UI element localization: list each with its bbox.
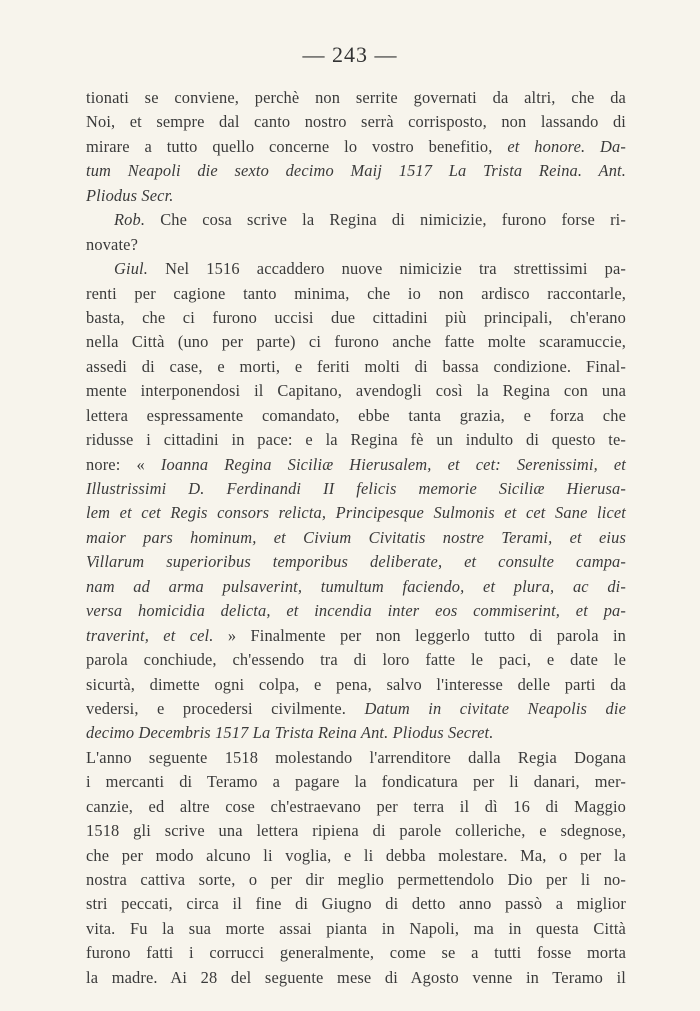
text-segment: L'anno seguente 1518 molestando l'arrenditore dalla Regia Dogana [86,747,626,767]
italic-text: Giul. [114,259,148,279]
text-line [86,599,626,623]
italic-text: et honore. Da- [507,136,626,156]
italic-text: versa homicidia delicta, et incendia inter eos commiserint, et pa- [86,601,626,621]
text-line [86,892,626,916]
text-segment: lettera espressamente comandato, ebbe tanta grazia, e forza che [86,405,626,425]
text-line [86,501,626,525]
text-line [86,697,626,721]
text-line [86,208,626,232]
text-line [86,86,626,110]
text-segment: nore: « [86,454,161,474]
text-segment: » Finalmente per non leggerlo tutto di parola in [213,625,626,645]
text-line [86,550,626,574]
text-line [86,404,626,428]
text-segment: novate? [86,234,139,254]
text-line [86,673,626,697]
italic-text: Illustrissimi D. Ferdinandi II felicis memorie Siciliæ Hierusa- [86,479,626,498]
text-line [86,233,626,257]
italic-text: Datum in civitate Neapolis die [364,698,626,718]
text-line [86,355,626,379]
text-segment: nella Città (uno per parte) ci furono anche fatte molte scaramuccie, [86,332,626,352]
text-segment: 1518 gli scrive una lettera ripiena di parole colleriche, e sdegnose, [86,821,626,841]
text-line [86,306,626,330]
italic-text: decimo Decembris 1517 La Trista Reina Ant. Pliodus Secret. [86,723,494,743]
italic-text: tum Neapoli die sexto decimo Maij 1517 La Trista Reina. Ant. [86,161,626,181]
text-segment: che per modo alcuno li voglia, e li debba molestare. Ma, o per la [86,845,626,865]
text-segment: stri peccati, circa il fine di Giugno di detto anno passò a miglior [86,894,626,914]
text-segment: ridusse i cittadini in pace: e la Regina fè un indulto di questo te- [86,430,626,450]
text-segment: nostra cattiva sorte, o per dir meglio permettendolo Dio per li no- [86,870,626,889]
text-line [86,379,626,403]
text-line [86,477,626,501]
text-segment: Nel 1516 accaddero nuove nimicizie tra strettissimi pa- [148,259,626,279]
text-line [86,868,626,892]
text-line [86,184,626,208]
text-line [86,770,626,794]
text-line [86,330,626,354]
text-segment: tionati se conviene, perchè non serrite governati da altri, che da [86,88,626,107]
text-line [86,844,626,868]
text-segment: sicurtà, dimette ogni colpa, e pena, salvo l'interesse delle parti da [86,674,626,694]
text-line [86,257,626,281]
text-segment: renti per cagione tanto minima, che io non ardisco raccontarle, [86,283,626,303]
text-line [86,110,626,134]
text-line [86,721,626,745]
text-line [86,159,626,183]
text-segment: furono fatti i corrucci generalmente, come se a tutti fosse morta [86,943,626,963]
italic-text: Rob. [114,210,146,230]
text-line [86,746,626,770]
italic-text: Ioanna Regina Siciliæ Hierusalem, et cet: Serenissimi, et [160,454,626,474]
text-segment: Che cosa scrive la Regina di nimicizie, furono forse ri- [145,210,626,230]
text-line [86,941,626,965]
text-line [86,819,626,843]
text-line [86,428,626,452]
text-line [86,917,626,941]
text-line [86,282,626,306]
italic-text: traverint, et cel. [86,625,214,645]
text-segment: vedersi, e procedersi civilmente. [86,698,365,718]
italic-text: nam ad arma pulsaverint, tumultum faciendo, et plura, ac di- [86,576,626,596]
text-segment: basta, che ci furono uccisi due cittadini più principali, ch'erano [86,307,626,327]
text-segment: mirare a tutto quello concerne lo vostro benefitio, [86,136,508,156]
italic-text: Pliodus Secr. [86,185,174,205]
text-line [86,648,626,672]
text-segment: assedi di case, e morti, e feriti molti di bassa condizione. Final- [86,356,626,376]
text-line [86,966,626,990]
page-number: — 243 — [302,42,398,67]
text-line [86,624,626,648]
text-line [86,795,626,819]
italic-text: Villarum superioribus temporibus deliberate, et consulte campa- [86,552,626,572]
text-segment: vita. Fu la sua morte assai pianta in Napoli, ma in questa Città [86,918,626,938]
text-segment: la madre. Ai 28 del seguente mese di Agosto venne in Teramo il [86,967,626,987]
body-text [86,86,626,990]
text-line [86,575,626,599]
text-segment: Noi, et sempre dal canto nostro serrà corrisposto, non lassando di [86,112,626,132]
text-line [86,526,626,550]
text-segment: i mercanti di Teramo a pagare la fondicatura per li danari, mer- [86,772,626,792]
italic-text: lem et cet Regis consors relicta, Principesque Sulmonis et cet Sane licet [86,503,626,523]
text-segment: canzie, ed altre cose ch'estraevano per terra il dì 16 di Maggio [86,796,626,816]
text-line [86,453,626,477]
text-segment: parola conchiude, ch'essendo tra di loro fatte le paci, e date le [86,650,626,670]
text-segment: mente interponendosi il Capitano, avendogli così la Regina con una [86,381,626,401]
text-line [86,135,626,159]
italic-text: maior pars hominum, et Civium Civitatis nostre Terami, et eius [86,527,626,547]
